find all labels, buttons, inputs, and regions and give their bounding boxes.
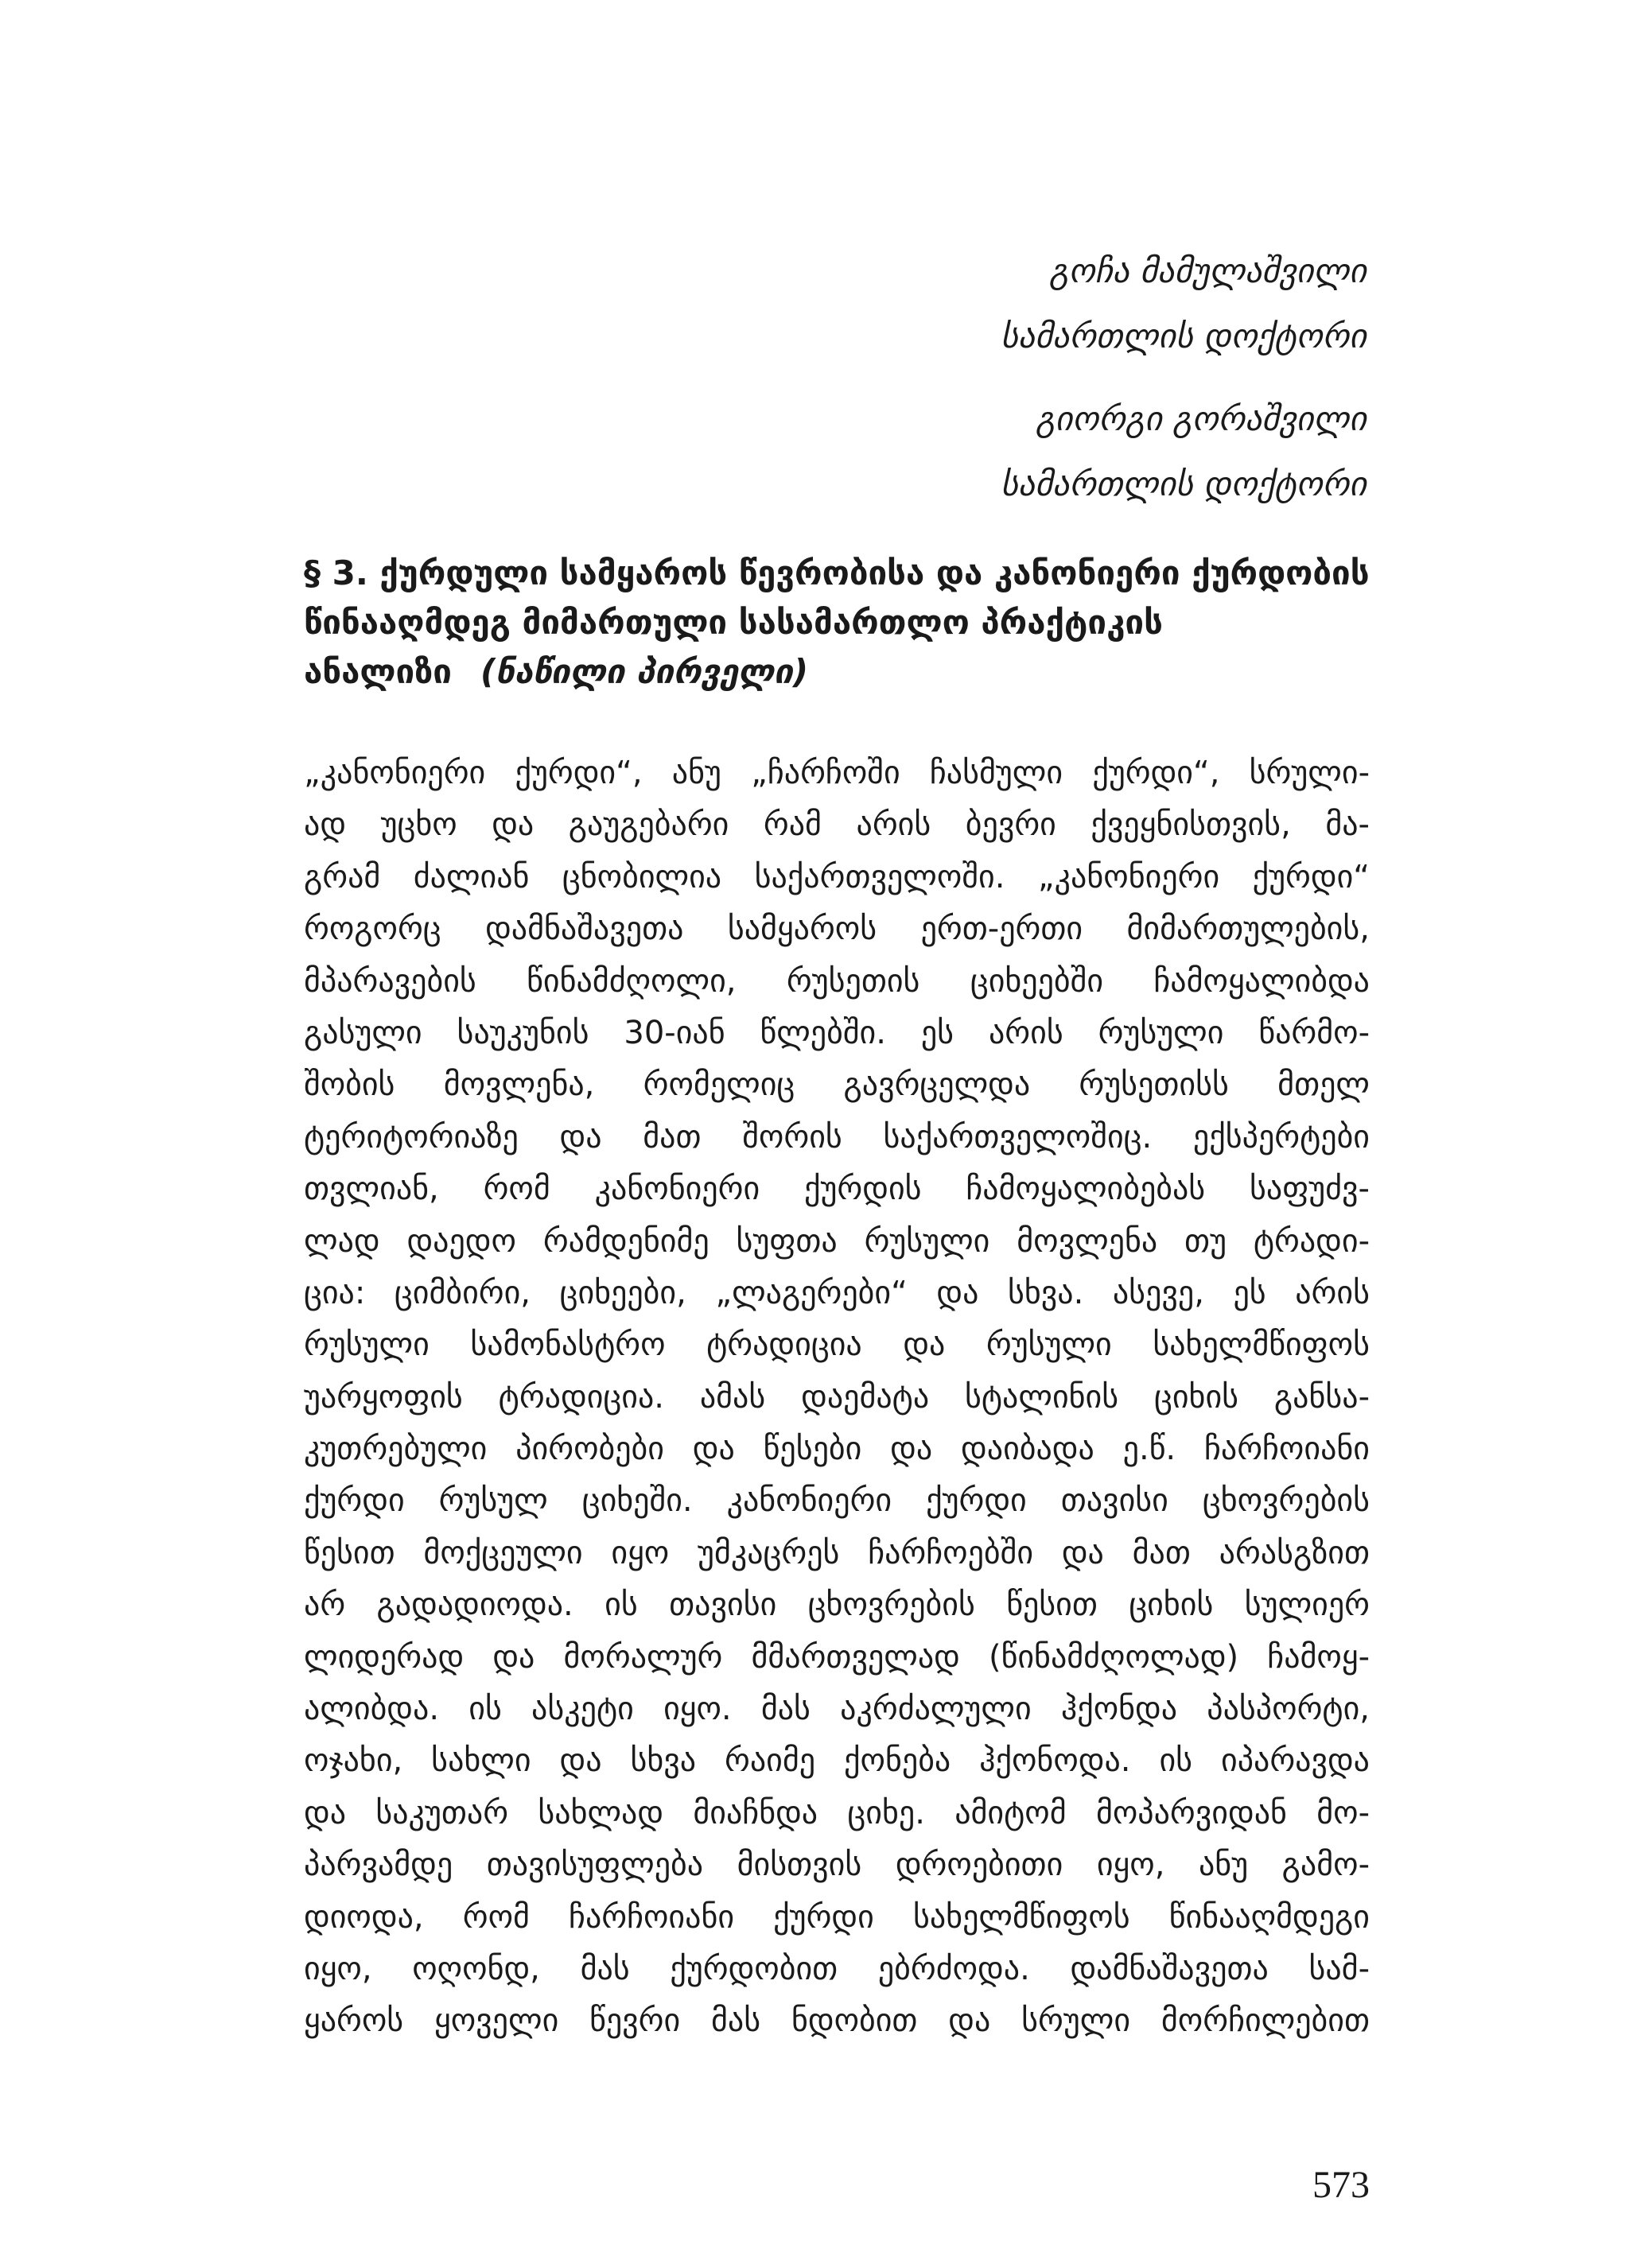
body-line: „კანონიერი ქურდი“, ანუ „ჩარჩოში ჩასმული ქურდი“, სრული- (304, 755, 1370, 791)
body-line: ოჯახი, სახლი და სხვა რაიმე ქონება ჰქონოდა. ის იპარავდა (304, 1742, 1370, 1780)
body-line: პარვამდე თავისუფლება მისთვის დროებითი იყო, ანუ გამო- (304, 1847, 1370, 1884)
section-heading-sub: (ნაწილი პირველი) (480, 652, 809, 691)
page-number: 573 (1312, 2164, 1370, 2206)
body-line: როგორც დამნაშავეთა სამყაროს ერთ-ერთი მიმართულების, (304, 911, 1370, 948)
body-line: ლიდერად და მორალურ მმართველად (წინამძღოლად) ჩამოყ- (304, 1638, 1370, 1676)
body-line: უარყოფის ტრადიცია. ამას დაემატა სტალინის ციხის განსა- (304, 1378, 1370, 1416)
body-text (304, 748, 1370, 2048)
body-line: გასული საუკუნის 30-იან წლებში. ეს არის რუსული წარმო- (304, 1014, 1370, 1051)
author-gap (492, 369, 1367, 386)
body-line: თვლიან, რომ კანონიერი ქურდის ჩამოყალიბებას საფუძვ- (304, 1171, 1370, 1208)
author-name: გოჩა მამულაშვილი (1049, 251, 1367, 290)
body-line: წესით მოქცეული იყო უმკაცრეს ჩარჩოებში და მათ არასგზით (304, 1534, 1370, 1571)
body-line: გრამ ძალიან ცნობილია საქართველოში. „კანონიერი ქურდი“ (304, 858, 1370, 895)
body-line: ტერიტორიაზე და მათ შორის საქართველოშიც. ექსპერტები (304, 1118, 1370, 1155)
body-line: კუთრებული პირობები და წესები და დაიბადა ე.წ. ჩარჩოიანი (304, 1431, 1370, 1468)
body-line: და საკუთარ სახლად მიაჩნდა ციხე. ამიტომ მოპარვიდან მო- (304, 1794, 1370, 1831)
body-line: ალიბდა. ის ასკეტი იყო. მას აკრძალული ჰქონდა პასპორტი, (304, 1691, 1370, 1728)
section-heading (304, 549, 1370, 697)
body-line: არ გადადიოდა. ის თავისი ცხოვრების წესით ციხის სულიერ (304, 1586, 1370, 1624)
author-title: სამართლის დოქტორი (1001, 464, 1367, 503)
body-line: რუსული სამონასტრო ტრადიცია და რუსული სახელმწიფოს (304, 1326, 1370, 1364)
body-line: მპარავების წინამძღოლი, რუსეთის ციხეებში ჩამოყალიბდა (304, 962, 1370, 1000)
section-heading-main: § 3. ქურდული სამყაროს წევრობისა და კანონიერი ქურდობის წინააღმდეგ მიმართული სასამართლო პრაქტიკის ანალიზი (304, 553, 1370, 691)
body-line: შობის მოვლენა, რომელიც გავრცელდა რუსეთისს მთელ (304, 1066, 1370, 1104)
body-line: ლად დაედო რამდენიმე სუფთა რუსული მოვლენა თუ ტრადი- (304, 1222, 1370, 1260)
body-line: ცია: ციმბირი, ციხეები, „ლაგერები“ და სხვა. ასევე, ეს არის (304, 1274, 1370, 1311)
body-line: ქურდი რუსულ ციხეში. კანონიერი ქურდი თავისი ცხოვრების (304, 1482, 1370, 1520)
body-line: ყაროს ყოველი წევრი მას ნდობით და სრული მორჩილებით (304, 2002, 1370, 2040)
body-line: დიოდა, რომ ჩარჩოიანი ქურდი სახელმწიფოს წინააღმდეგი (304, 1898, 1370, 1936)
author-name: გიორგი გორაშვილი (1036, 399, 1367, 438)
body-line: ად უცხო და გაუგებარი რამ არის ბევრი ქვეყნისთვის, მა- (304, 806, 1370, 844)
author-block (492, 239, 1367, 517)
author-title: სამართლის დოქტორი (1001, 317, 1367, 355)
body-line: იყო, ოღონდ, მას ქურდობით ებრძოდა. დამნაშავეთა სამ- (304, 1950, 1370, 1987)
